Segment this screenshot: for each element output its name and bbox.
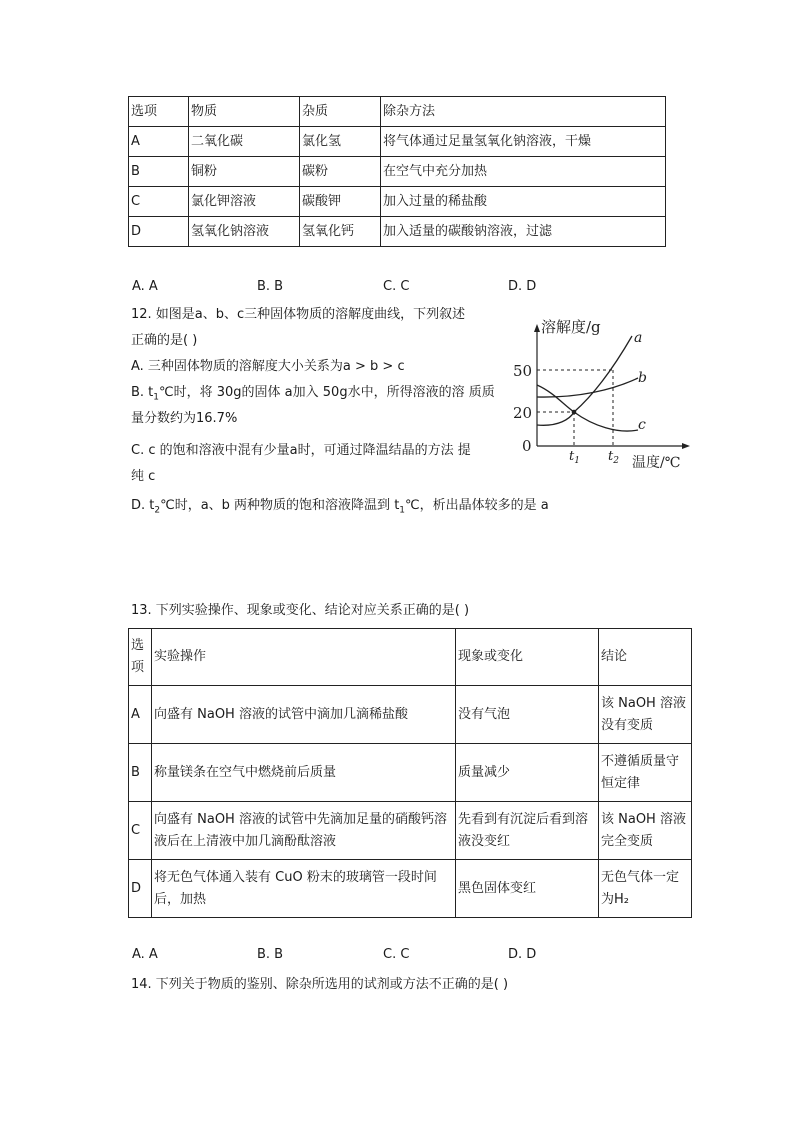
table-cell: 氯化氢 [300,127,381,157]
table-row [129,686,692,744]
table-row [129,217,666,247]
header-cell: 实验操作 [152,629,456,686]
table-cell: D [129,217,189,247]
curve-label-a: a [634,330,643,346]
graph-xlabel: 温度/℃ [632,455,681,471]
table-cell: 无色气体一定为H₂ [599,860,692,918]
header-cell: 物质 [189,97,300,127]
table-cell: 向盛有 NaOH 溶液的试管中先滴加足量的硝酸钙溶液后在上清液中加几滴酚酞溶液 [152,802,456,860]
x-tick-t2-sub: 2 [613,456,619,466]
option-c[interactable]: C. C [383,279,410,294]
table-cell: 该 NaOH 溶液没有变质 [599,686,692,744]
header-cell: 选 项 [129,629,152,686]
option-b[interactable]: B. B [257,947,284,962]
x-axis-arrow-icon [682,443,690,449]
header-cell: 现象或变化 [456,629,599,686]
header-cell: 选项 [129,97,189,127]
table-header-row [129,629,692,686]
q12-option-b-pre: B. t [131,385,154,400]
q12-option-b-sub: 1 [153,392,160,403]
q12-option-d-pre: D. t [131,498,155,513]
table-cell: 黑色固体变红 [456,860,599,918]
table-cell: 在空气中充分加热 [381,157,666,187]
x-tick-t1 [569,449,580,466]
table-cell: 质量减少 [456,744,599,802]
q13-table [128,628,692,918]
q12-option-d-mid: ℃时，a、b 两种物质的饱和溶液降温到 t [160,498,400,513]
table-cell: 氢氧化钙 [300,217,381,247]
q12-stem-line1: 12. 如图是a、b、c三种固体物质的溶解度曲线，下列叙述 [131,307,466,322]
header-cell: 除杂方法 [381,97,666,127]
q12-option-d-sub1: 2 [154,505,161,516]
table-cell: A [129,686,152,744]
curve-label-b: b [638,370,647,386]
q12-option-d-sub2: 1 [399,505,406,516]
table-row [129,157,666,187]
q13-options [132,947,652,967]
table-cell: 不遵循质量守恒定律 [599,744,692,802]
table-cell: 将无色气体通入装有 CuO 粉末的玻璃管一段时间后，加热 [152,860,456,918]
q12-option-d-post: ℃，析出晶体较多的是 a [405,498,549,513]
q13-stem: 13. 下列实验操作、现象或变化、结论对应关系正确的是( ) [131,603,470,618]
table-cell: B [129,744,152,802]
table-row [129,187,666,217]
table-cell: 碳粉 [300,157,381,187]
table-cell: 加入过量的稀盐酸 [381,187,666,217]
y-axis-arrow-icon [534,324,540,332]
q12-option-c[interactable]: C. c 的饱和溶液中混有少量a时，可通过降温结晶的方法 提 [131,443,471,458]
q12-option-b-post: ℃时，将 30g的固体 a加入 50g水中，所得溶液的溶 质质 [159,385,495,400]
table-cell: 铜粉 [189,157,300,187]
option-c[interactable]: C. C [383,947,410,962]
y-tick-50: 50 [513,362,533,380]
header-cell: 结论 [599,629,692,686]
table-cell: 氢氧化钠溶液 [189,217,300,247]
q12-option-a[interactable]: A. 三种固体物质的溶解度大小关系为a > b > c [131,359,405,374]
table-cell: C [129,187,189,217]
q12-stem-line2: 正确的是( ) [131,333,198,348]
x-tick-t1-text: t [569,449,575,464]
table-cell: 向盛有 NaOH 溶液的试管中滴加几滴稀盐酸 [152,686,456,744]
graph-ylabel: 溶解度/g [541,318,601,336]
header-cell: 杂质 [300,97,381,127]
table-cell: 碳酸钾 [300,187,381,217]
table-cell: 加入适量的碳酸钠溶液，过滤 [381,217,666,247]
table-header-row [129,97,666,127]
table-cell: 氯化钾溶液 [189,187,300,217]
solubility-graph [508,312,694,472]
x-tick-t1-sub: 1 [574,456,580,466]
table-row [129,744,692,802]
q12-option-b-line2: 量分数约为16.7% [131,411,238,426]
option-d[interactable]: D. D [508,279,537,294]
y-tick-0: 0 [522,437,532,455]
option-a[interactable]: A. A [132,947,158,962]
table-row [129,802,692,860]
table-cell: 该 NaOH 溶液完全变质 [599,802,692,860]
table-cell: C [129,802,152,860]
q11-table [128,96,666,247]
q12-option-d[interactable] [131,496,549,521]
q11-options [132,279,652,299]
table-cell: 先看到有沉淀后看到溶液没变红 [456,802,599,860]
option-d[interactable]: D. D [508,947,537,962]
table-cell: B [129,157,189,187]
option-b[interactable]: B. B [257,279,284,294]
table-cell: A [129,127,189,157]
table-row [129,860,692,918]
table-row [129,127,666,157]
q14-stem: 14. 下列关于物质的鉴别、除杂所选用的试剂或方法不正确的是( ) [131,977,509,992]
table-cell: 将气体通过足量氢氧化钠溶液，干燥 [381,127,666,157]
x-tick-t2-text: t [608,449,614,464]
intersection-point [572,410,577,415]
table-cell: 没有气泡 [456,686,599,744]
curve-label-c: c [638,417,646,433]
q12-option-b[interactable] [131,383,495,408]
x-tick-t2 [608,449,619,466]
option-a[interactable]: A. A [132,279,158,294]
table-cell: 二氧化碳 [189,127,300,157]
table-cell: 称量镁条在空气中燃烧前后质量 [152,744,456,802]
q12-option-c-line2: 纯 c [131,469,156,484]
table-cell: D [129,860,152,918]
y-tick-20: 20 [513,404,533,422]
